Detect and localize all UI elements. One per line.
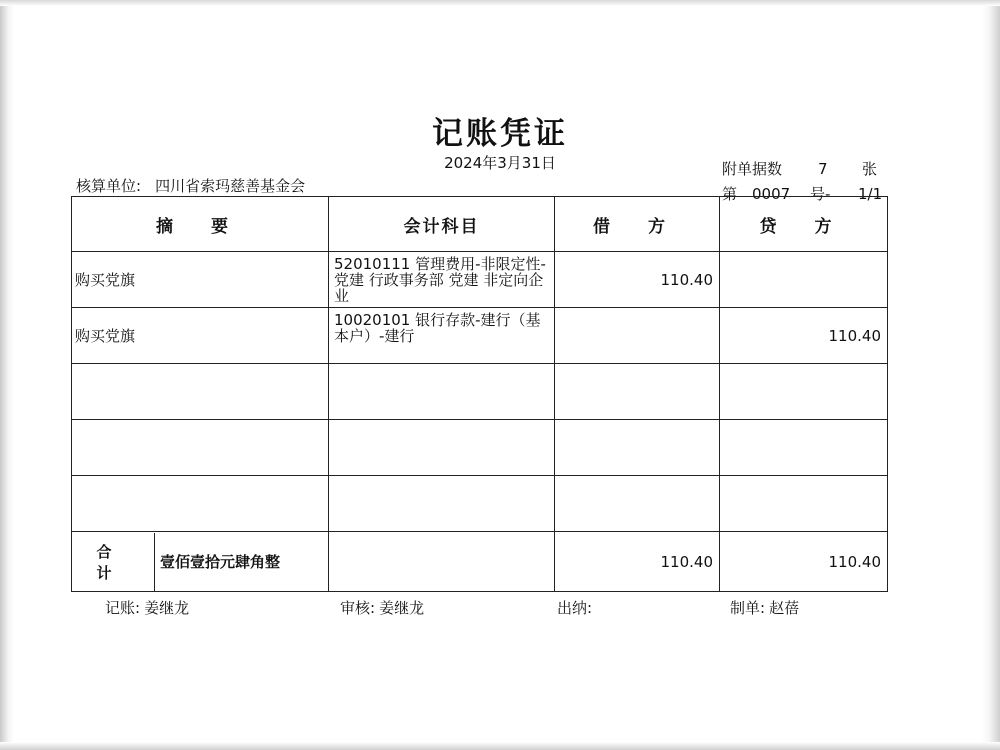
preparer-signature xyxy=(730,597,799,618)
reviewer-label: 审核: xyxy=(340,599,376,617)
attach-unit: 张 xyxy=(862,160,878,178)
number-value: 0007 xyxy=(752,185,791,203)
bookkeeper-label: 记账: xyxy=(105,599,141,617)
row-account: 10020101 银行存款-建行（基本户）-建行 xyxy=(329,308,555,364)
page-indicator: 1/1 xyxy=(858,185,883,203)
cashier-label: 出纳: xyxy=(557,599,593,617)
total-row xyxy=(72,532,888,592)
voucher-date: 2024年3月31日 xyxy=(444,154,556,172)
total-label: 合 计 xyxy=(72,533,155,591)
header-account: 会计科目 xyxy=(329,197,555,252)
reviewer-name: 姜继龙 xyxy=(379,599,425,617)
table-row xyxy=(72,420,888,476)
scan-edge-top xyxy=(0,0,1000,6)
row-summary xyxy=(72,420,329,476)
row-summary: 购买党旗 xyxy=(72,308,329,364)
accounting-unit xyxy=(76,175,305,196)
voucher-table xyxy=(71,196,888,592)
row-credit xyxy=(720,364,888,420)
header-debit: 借 方 xyxy=(555,197,720,252)
row-debit xyxy=(555,364,720,420)
row-account xyxy=(329,364,555,420)
header-summary: 摘 要 xyxy=(72,197,329,252)
cashier-signature xyxy=(557,597,596,618)
preparer-label: 制单: xyxy=(730,599,766,617)
row-summary xyxy=(72,476,329,532)
reviewer-signature xyxy=(340,597,424,618)
unit-name: 四川省索玛慈善基金会 xyxy=(155,177,306,195)
row-debit: 110.40 xyxy=(555,252,720,308)
bookkeeper-signature xyxy=(105,597,189,618)
row-credit xyxy=(720,476,888,532)
row-account xyxy=(329,420,555,476)
bookkeeper-name: 姜继龙 xyxy=(144,599,190,617)
total-amount-words: 壹佰壹拾元肆角整 xyxy=(160,553,281,571)
header-credit: 贷 方 xyxy=(720,197,888,252)
table-row xyxy=(72,308,888,364)
row-summary xyxy=(72,364,329,420)
attach-label: 附单据数 xyxy=(722,160,783,178)
total-cell xyxy=(72,532,329,592)
row-summary: 购买党旗 xyxy=(72,252,329,308)
number-suffix: 号- xyxy=(810,185,831,203)
table-row xyxy=(72,364,888,420)
row-debit xyxy=(555,476,720,532)
number-prefix: 第 xyxy=(722,185,738,203)
row-credit xyxy=(720,252,888,308)
unit-label: 核算单位: xyxy=(76,177,142,195)
attach-count-value: 7 xyxy=(818,160,828,178)
row-account xyxy=(329,476,555,532)
table-row xyxy=(72,252,888,308)
total-blank xyxy=(329,532,555,592)
row-debit xyxy=(555,420,720,476)
voucher-title: 记账凭证 xyxy=(432,116,568,152)
row-credit xyxy=(720,420,888,476)
table-header-row xyxy=(72,197,888,252)
table-row xyxy=(72,476,888,532)
preparer-name: 赵蓓 xyxy=(769,599,800,617)
scan-edge-bottom xyxy=(0,742,1000,750)
total-debit: 110.40 xyxy=(555,532,720,592)
attachment-count xyxy=(722,158,877,179)
row-account: 52010111 管理费用-非限定性-党建 行政事务部 党建 非定向企业 xyxy=(329,252,555,308)
row-debit xyxy=(555,308,720,364)
total-credit: 110.40 xyxy=(720,532,888,592)
row-credit: 110.40 xyxy=(720,308,888,364)
